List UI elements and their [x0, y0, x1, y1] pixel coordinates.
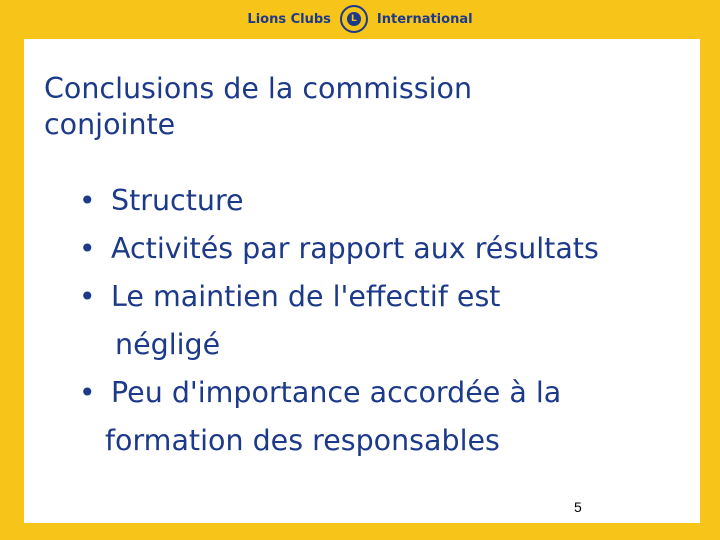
bullet-text-continued: négligé: [115, 328, 221, 361]
lions-emblem-icon: [340, 5, 368, 33]
slide-title-line-2: conjointe: [44, 108, 176, 141]
emblem-letter: L: [347, 12, 361, 26]
bullet-text: Activités par rapport aux résultats: [111, 232, 599, 265]
slide-title-line-1: Conclusions de la commission: [44, 72, 473, 105]
bullet-icon: •: [79, 376, 96, 409]
bullet-icon: •: [79, 184, 96, 217]
bullet-item-maintien: [75, 273, 695, 369]
slide-title: [44, 71, 684, 143]
brand-name-right: International: [376, 11, 473, 27]
bullet-text: Le maintien de l'effectif est: [111, 280, 501, 313]
header-bar: [0, 0, 720, 38]
bullet-icon: •: [79, 232, 96, 265]
bullet-item-formation: [75, 369, 695, 465]
bullet-text-continued: formation des responsables: [105, 424, 500, 457]
page-number: 5: [574, 499, 582, 515]
bullet-text: Structure: [111, 184, 244, 217]
bullet-item-activites: [75, 225, 695, 273]
slide-content: [24, 39, 700, 523]
bullet-item-structure: [75, 177, 695, 225]
bullet-text: Peu d'importance accordée à la: [111, 376, 562, 409]
bullet-list: [75, 177, 695, 465]
brand-name-left: Lions Clubs: [247, 11, 331, 27]
bullet-icon: •: [79, 280, 96, 313]
